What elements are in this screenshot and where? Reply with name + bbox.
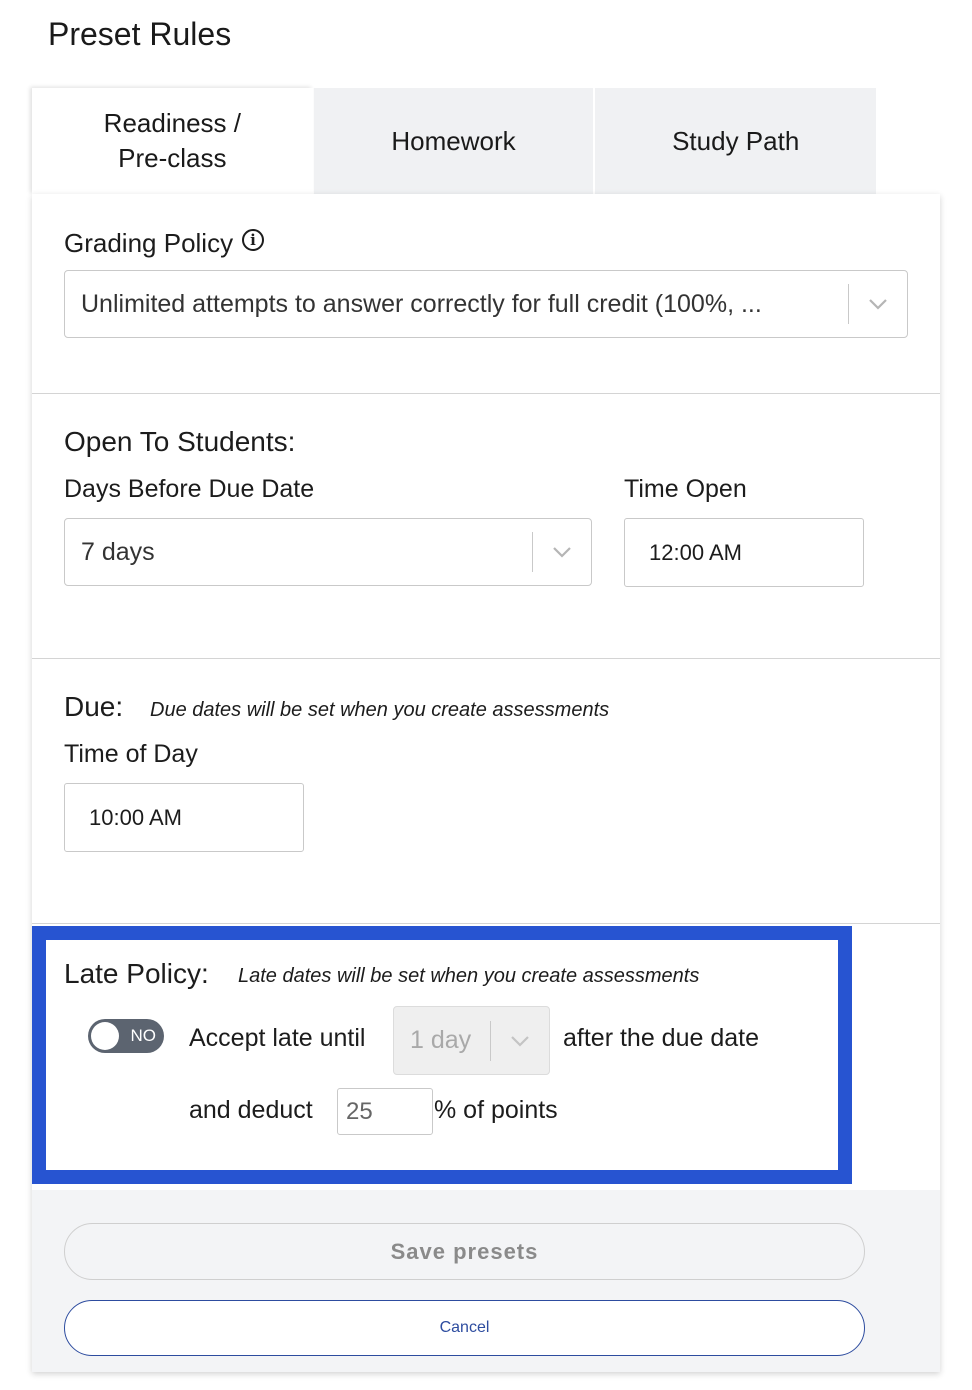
footer: [32, 1190, 940, 1372]
accept-late-text: Accept late until: [189, 1024, 366, 1052]
tab-homework[interactable]: [314, 88, 594, 194]
time-open-input[interactable]: [624, 518, 864, 587]
deduct-text: and deduct: [189, 1096, 313, 1124]
tab-label: Readiness / Pre-class: [103, 108, 241, 173]
chevron-down-icon[interactable]: [849, 271, 907, 337]
section-divider: [32, 393, 940, 394]
tab-bar: [32, 88, 876, 194]
section-divider: [32, 923, 940, 924]
tab-label: Study Path: [672, 125, 800, 156]
grading-policy-select[interactable]: [64, 270, 908, 338]
save-presets-label: Save presets: [390, 1238, 539, 1264]
points-text: % of points: [434, 1096, 558, 1124]
due-time-value: 10:00 AM: [89, 804, 182, 830]
cancel-label: Cancel: [439, 1319, 490, 1336]
cancel-button[interactable]: [64, 1300, 865, 1356]
due-time-input[interactable]: [64, 783, 304, 852]
due-heading: Due:: [64, 691, 124, 722]
grading-policy-value: Unlimited attempts to answer correctly for full credit (100%, ...: [81, 289, 762, 318]
grading-policy-label: Grading Policy: [64, 228, 234, 258]
late-days-value: 1 day: [410, 1026, 472, 1054]
due-note: Due dates will be set when you create assessments: [150, 699, 610, 721]
after-due-date-text: after the due date: [563, 1024, 759, 1052]
deduct-percent-value: 25: [346, 1097, 373, 1125]
tab-label: Homework: [391, 125, 516, 156]
days-before-due-label: Days Before Due Date: [64, 475, 315, 503]
toggle-state-label: NO: [130, 1026, 156, 1045]
deduct-percent-input[interactable]: [337, 1088, 433, 1135]
section-divider: [32, 658, 940, 659]
late-policy-toggle[interactable]: [88, 1019, 164, 1053]
time-open-value: 12:00 AM: [649, 539, 742, 565]
page-title: Preset Rules: [48, 16, 232, 52]
days-before-due-select[interactable]: [64, 518, 592, 586]
chevron-down-icon[interactable]: [491, 1007, 549, 1074]
late-policy-heading: Late Policy:: [64, 958, 209, 989]
chevron-down-icon[interactable]: [533, 519, 591, 585]
late-days-select[interactable]: [393, 1006, 550, 1075]
time-open-label: Time Open: [624, 475, 747, 503]
tab-readiness-preclass[interactable]: [32, 88, 313, 194]
tab-study-path[interactable]: [595, 88, 876, 194]
time-of-day-label: Time of Day: [64, 740, 198, 768]
open-to-students-heading: Open To Students:: [64, 426, 296, 457]
days-before-due-value: 7 days: [81, 537, 155, 566]
toggle-knob: [91, 1022, 119, 1050]
late-policy-note: Late dates will be set when you create assessments: [238, 965, 700, 987]
info-icon[interactable]: i: [242, 229, 264, 251]
save-presets-button[interactable]: [64, 1223, 865, 1280]
